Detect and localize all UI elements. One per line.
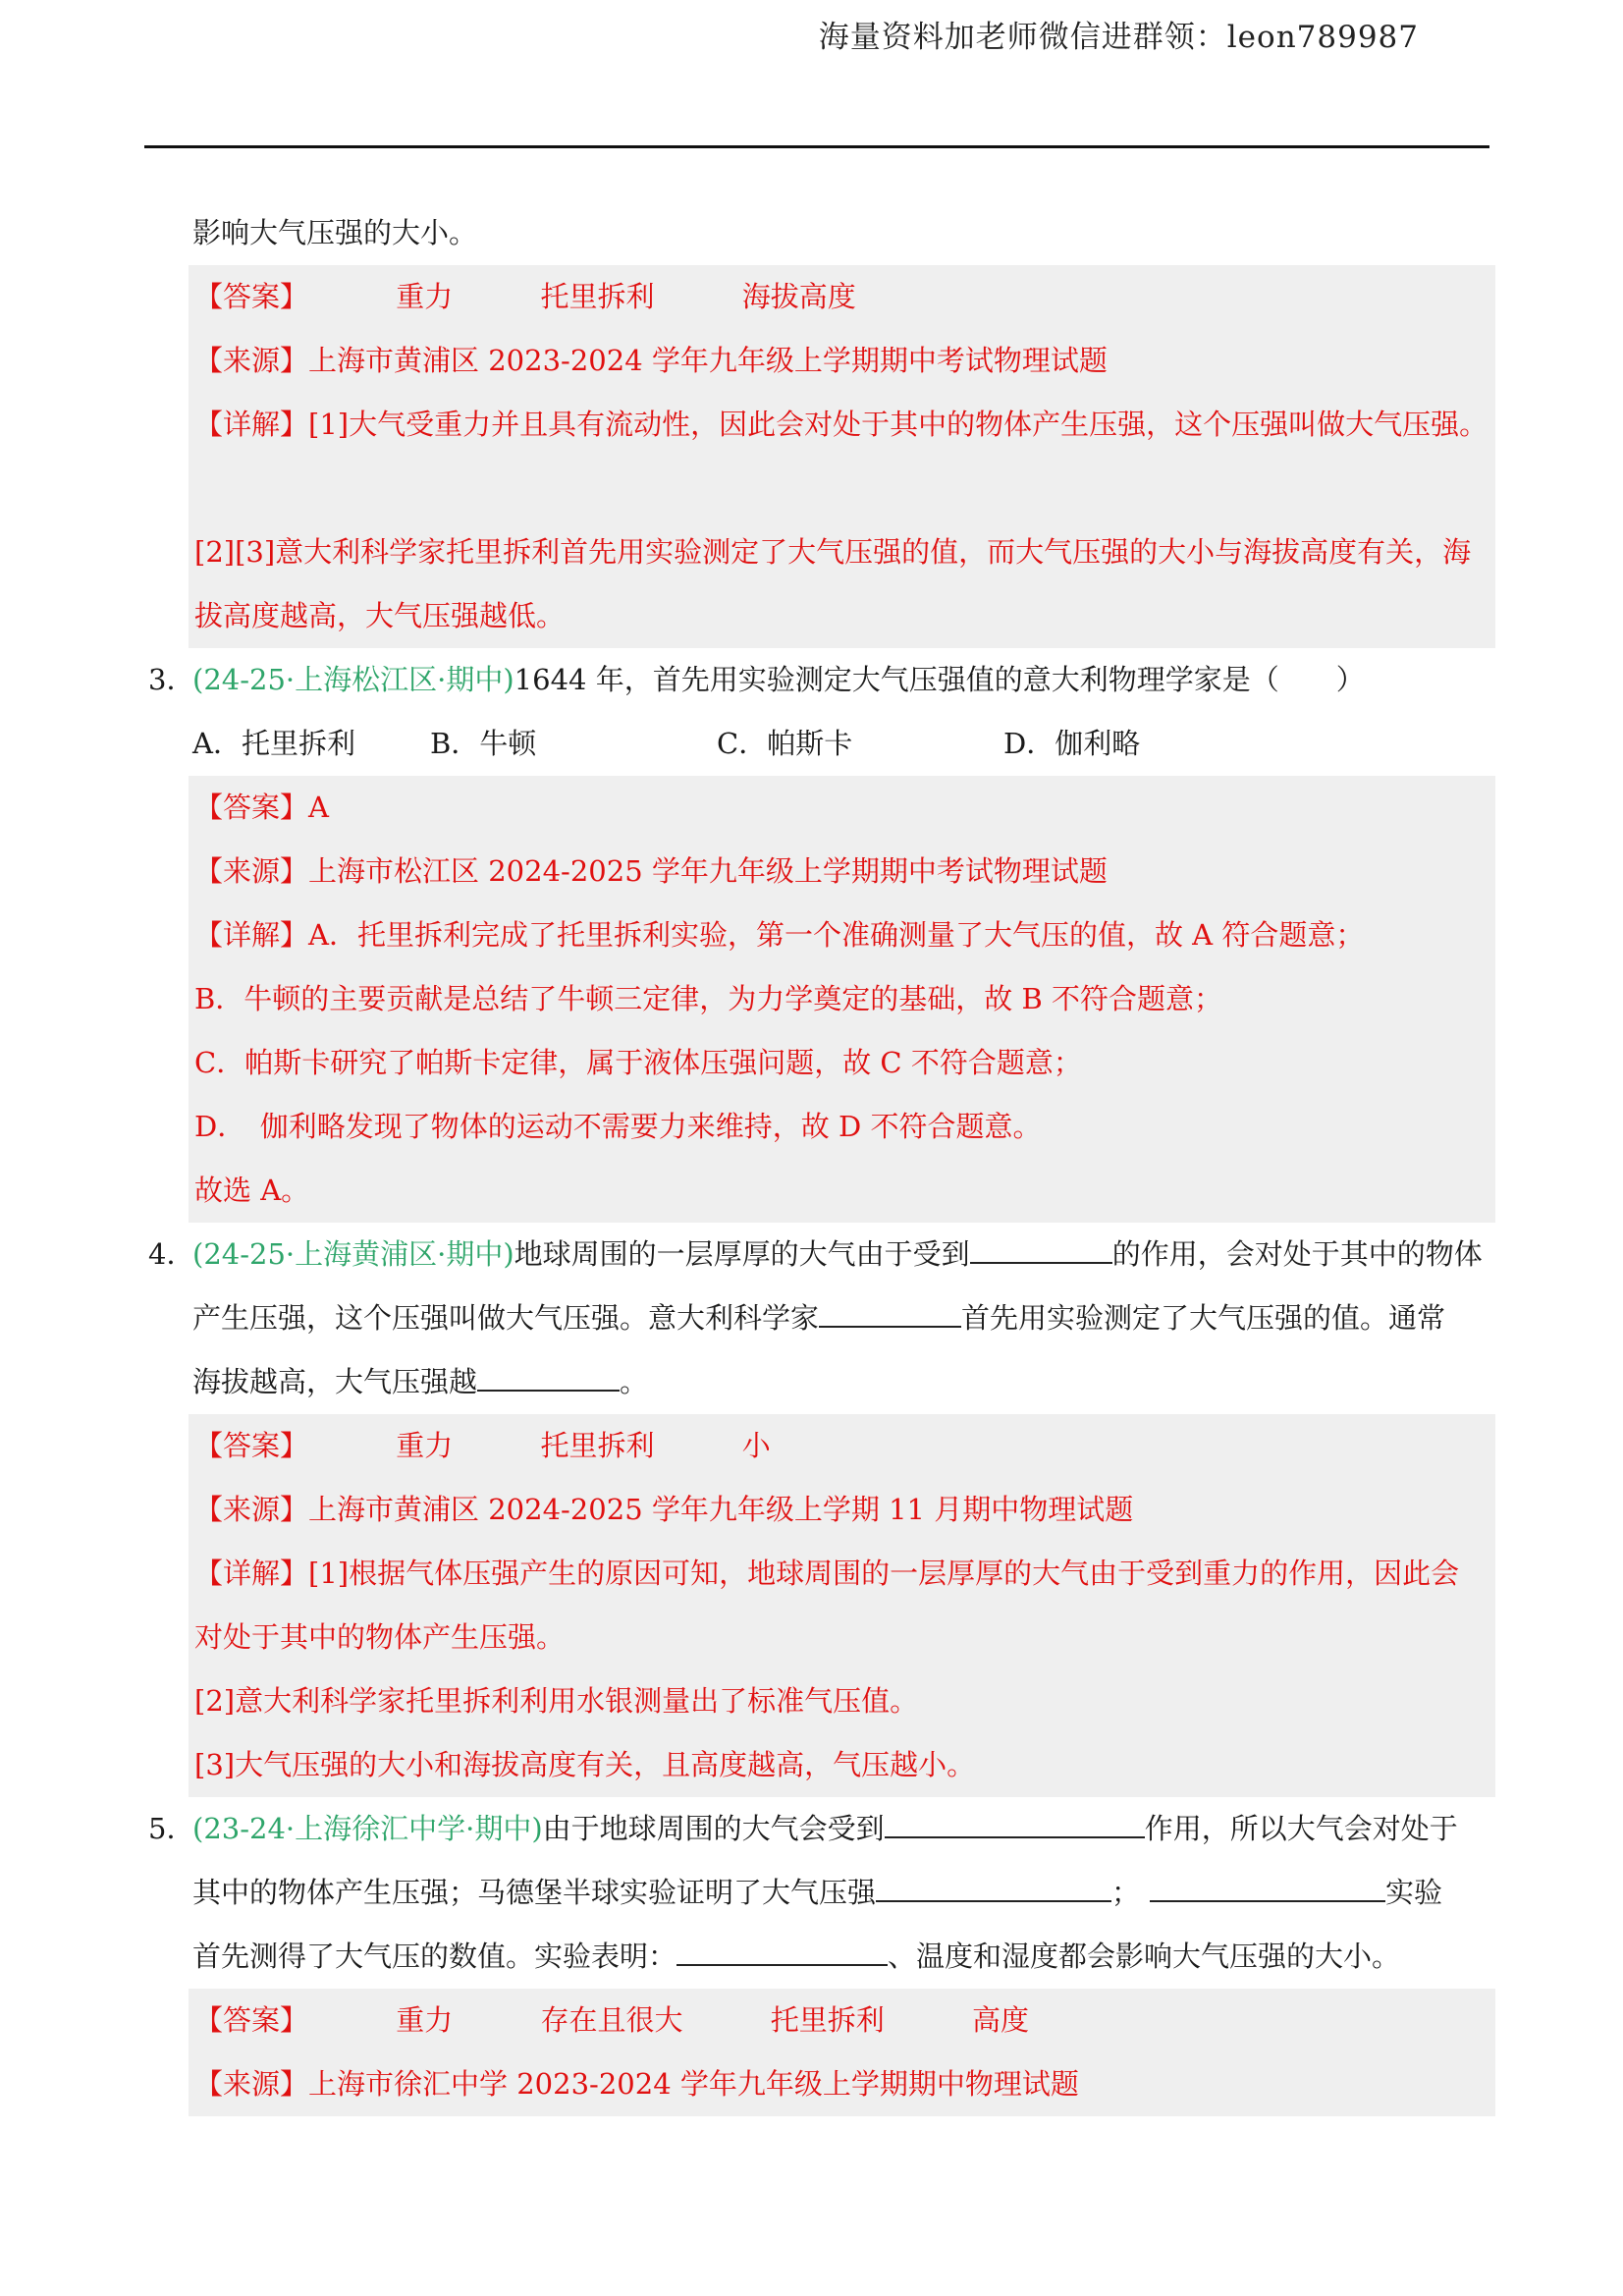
answer-label: 【答案】 bbox=[194, 791, 309, 824]
question-tag: (24-25·上海松江区·期中) bbox=[192, 663, 514, 696]
question-text: 海拔越高，大气压强越 bbox=[192, 1365, 478, 1398]
source-label: 【来源】 bbox=[194, 854, 309, 888]
answer-box-q5 bbox=[189, 1989, 1495, 2116]
answer-row bbox=[194, 1414, 1495, 1478]
blank-line bbox=[876, 1865, 1111, 1902]
option-b: B．牛顿 bbox=[430, 727, 537, 760]
detail-text: [1]根据气体压强产生的原因可知，地球周围的一层厚厚的大气由于受到重力的作用，因此会 bbox=[308, 1557, 1460, 1590]
question-tag: (23-24·上海徐汇中学·期中) bbox=[192, 1812, 543, 1845]
answer-value: 重力 bbox=[396, 1429, 454, 1462]
question-number: 5． bbox=[148, 1812, 195, 1845]
question-line bbox=[144, 1286, 1489, 1350]
question-line bbox=[144, 1350, 1489, 1414]
source-row bbox=[194, 2052, 1495, 2116]
question-text: 、温度和湿度都会影响大气压强的大小。 bbox=[888, 1940, 1401, 1973]
answer-label: 【答案】 bbox=[194, 1429, 309, 1462]
answer-box-q2 bbox=[189, 265, 1495, 648]
answer-label: 【答案】 bbox=[194, 280, 309, 313]
source-row bbox=[194, 840, 1495, 903]
source-label: 【来源】 bbox=[194, 1493, 309, 1526]
source-row bbox=[194, 329, 1495, 393]
detail-text: B．牛顿的主要贡献是总结了牛顿三定律，为力学奠定的基础，故 B 不符合题意； bbox=[194, 982, 1223, 1015]
question-text: 作用，所以大气会对处于 bbox=[1144, 1812, 1458, 1845]
question-number: 4． bbox=[148, 1237, 195, 1271]
answer-row bbox=[194, 265, 1495, 329]
document-body bbox=[144, 201, 1489, 2116]
question-text: 首先用实验测定了大气压强的值。通常 bbox=[961, 1301, 1446, 1335]
option-c: C．帕斯卡 bbox=[717, 727, 853, 760]
answer-row bbox=[194, 776, 1495, 840]
question-3 bbox=[144, 648, 1489, 712]
answer-value: 重力 bbox=[396, 280, 454, 313]
question-text: 的作用，会对处于其中的物体 bbox=[1111, 1237, 1483, 1271]
source-label: 【来源】 bbox=[194, 344, 309, 377]
answer-value: A bbox=[308, 791, 329, 824]
blank-line bbox=[477, 1354, 620, 1392]
source-text: 上海市徐汇中学 2023-2024 学年九年级上学期期中物理试题 bbox=[308, 2067, 1079, 2101]
source-text: 上海市黄浦区 2023-2024 学年九年级上学期期中考试物理试题 bbox=[308, 344, 1108, 377]
question-text: 。 bbox=[620, 1365, 649, 1398]
blank-line bbox=[1150, 1865, 1385, 1902]
question-number: 3． bbox=[148, 663, 195, 696]
header-note: 海量资料加老师微信进群领：leon789987 bbox=[818, 20, 1419, 55]
detail-text: [2][3]意大利科学家托里拆利首先用实验测定了大气压强的值，而大气压强的大小与海拔高度有关，海 bbox=[194, 535, 1472, 569]
detail-label: 【详解】 bbox=[194, 1557, 309, 1590]
question-text: 地球周围的一层厚厚的大气由于受到 bbox=[514, 1237, 970, 1271]
question-text: 产生压强，这个压强叫做大气压强。意大利科学家 bbox=[192, 1301, 820, 1335]
answer-value: 托里拆利 bbox=[540, 280, 655, 313]
answer-value: 重力 bbox=[396, 2003, 454, 2037]
source-label: 【来源】 bbox=[194, 2067, 309, 2101]
detail-row bbox=[194, 903, 1495, 967]
answer-value: 托里拆利 bbox=[770, 2003, 885, 2037]
blank-line bbox=[676, 1929, 888, 1966]
detail-text: 拔高度越高，大气压强越低。 bbox=[194, 599, 566, 632]
answer-value: 托里拆利 bbox=[540, 1429, 655, 1462]
detail-text: [3]大气压强的大小和海拔高度有关，且高度越高，气压越小。 bbox=[194, 1748, 976, 1781]
answer-value: 海拔高度 bbox=[741, 280, 856, 313]
answer-value: 存在且很大 bbox=[540, 2003, 683, 2037]
detail-text: C．帕斯卡研究了帕斯卡定律，属于液体压强问题，故 C 不符合题意； bbox=[194, 1046, 1082, 1079]
answer-box-q4 bbox=[189, 1414, 1495, 1797]
option-d: D．伽利略 bbox=[1003, 727, 1141, 760]
source-text: 上海市松江区 2024-2025 学年九年级上学期期中考试物理试题 bbox=[308, 854, 1108, 888]
answer-label: 【答案】 bbox=[194, 2003, 309, 2037]
answer-value: 高度 bbox=[971, 2003, 1029, 2037]
answer-box-q3 bbox=[189, 776, 1495, 1223]
conclusion-text: 故选 A。 bbox=[194, 1174, 310, 1207]
answer-row bbox=[194, 1989, 1495, 2052]
answer-value: 小 bbox=[741, 1429, 771, 1462]
question-text: 1644 年，首先用实验测定大气压强值的意大利物理学家是（ ） bbox=[514, 663, 1365, 696]
options-row bbox=[144, 712, 1489, 776]
option-a: A．托里拆利 bbox=[192, 727, 355, 760]
question-text: 首先测得了大气压的数值。实验表明： bbox=[192, 1940, 677, 1973]
question-text: 实验 bbox=[1385, 1876, 1443, 1909]
detail-label: 【详解】 bbox=[194, 918, 309, 952]
previous-question-tail: 影响大气压强的大小。 bbox=[192, 216, 478, 249]
question-line bbox=[144, 1925, 1489, 1989]
source-text: 上海市黄浦区 2024-2025 学年九年级上学期 11 月期中物理试题 bbox=[308, 1493, 1134, 1526]
detail-text: D． 伽利略发现了物体的运动不需要力来维持，故 D 不符合题意。 bbox=[194, 1110, 1042, 1143]
question-4 bbox=[144, 1223, 1489, 1286]
question-text: 由于地球周围的大气会受到 bbox=[542, 1812, 885, 1845]
blank-line bbox=[819, 1290, 961, 1328]
detail-text: A．托里拆利完成了托里拆利实验，第一个准确测量了大气压的值，故 A 符合题意； bbox=[308, 918, 1365, 952]
question-5 bbox=[144, 1797, 1489, 1861]
question-text: ； bbox=[1111, 1876, 1141, 1909]
detail-text: 对处于其中的物体产生压强。 bbox=[194, 1620, 566, 1654]
detail-label: 【详解】 bbox=[194, 408, 309, 441]
question-text: 其中的物体产生压强；马德堡半球实验证明了大气压强 bbox=[192, 1876, 877, 1909]
detail-text: [1]大气受重力并且具有流动性，因此会对处于其中的物体产生压强，这个压强叫做大气压强。 bbox=[308, 408, 1488, 441]
header-divider bbox=[144, 145, 1489, 148]
source-row bbox=[194, 1478, 1495, 1542]
blank-line bbox=[885, 1801, 1145, 1838]
question-line bbox=[144, 1861, 1489, 1925]
detail-row bbox=[194, 393, 1495, 457]
detail-text: [2]意大利科学家托里拆利利用水银测量出了标准气压值。 bbox=[194, 1684, 919, 1718]
blank-line bbox=[970, 1227, 1112, 1264]
detail-row bbox=[194, 1542, 1495, 1606]
question-tag: (24-25·上海黄浦区·期中) bbox=[192, 1237, 514, 1271]
